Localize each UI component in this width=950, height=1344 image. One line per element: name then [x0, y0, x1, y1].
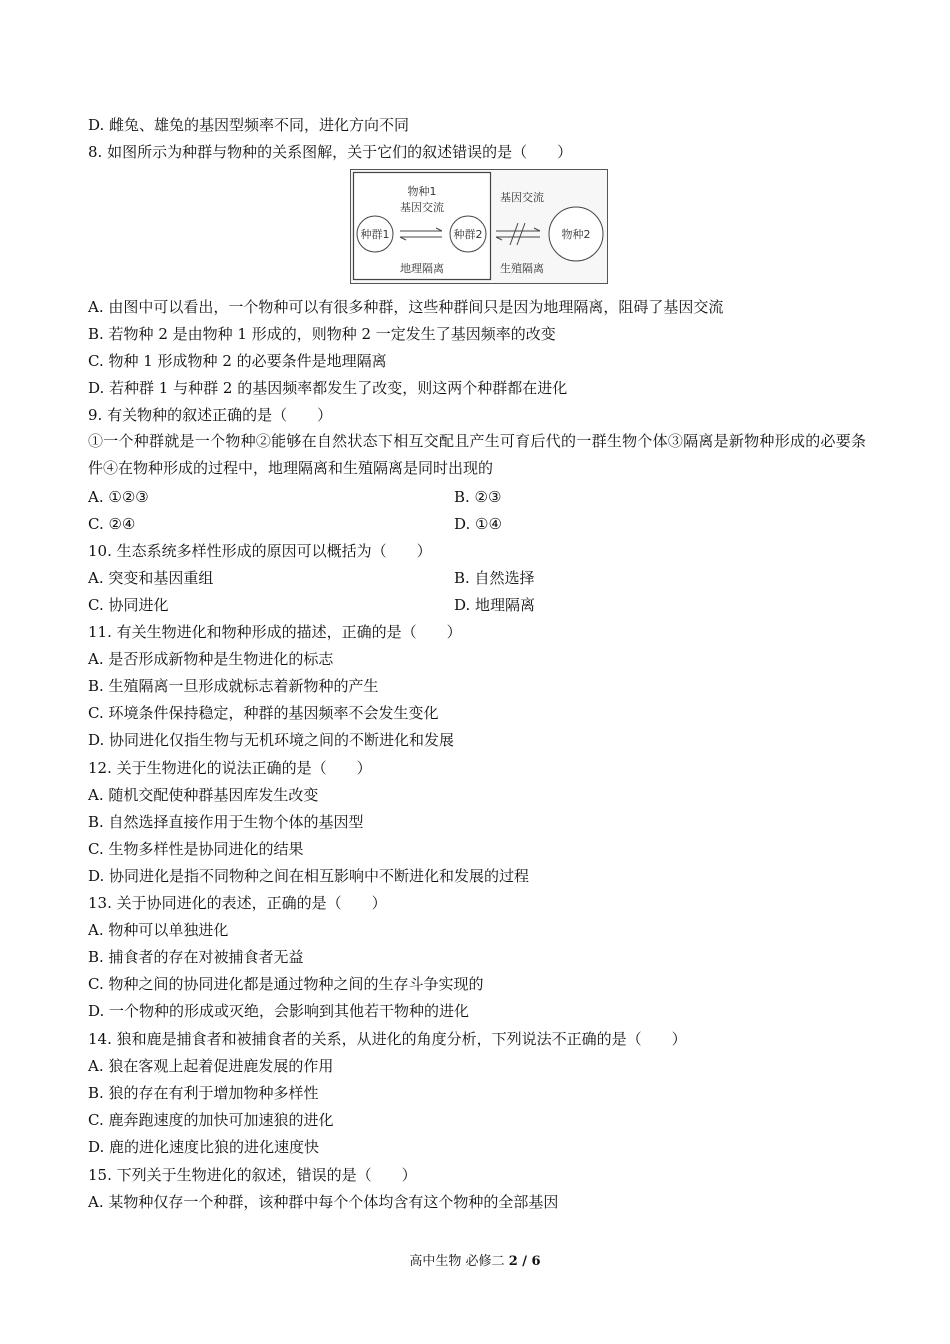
q8-stem: 8. 如图所示为种群与物种的关系图解，关于它们的叙述错误的是（ ）: [88, 143, 573, 161]
q9-option-a: A. ①②③: [88, 488, 149, 506]
q12-option-b: B. 自然选择直接作用于生物个体的基因型: [88, 813, 364, 831]
q14-option-c: C. 鹿奔跑速度的加快可加速狼的进化: [88, 1111, 334, 1129]
q9-option-d: D. ①④: [454, 515, 502, 533]
q14-option-d: D. 鹿的进化速度比狼的进化速度快: [88, 1138, 320, 1156]
q8-option-d: D. 若种群 1 与种群 2 的基因频率都发生了改变，则这两个种群都在进化: [88, 379, 568, 397]
q13-option-a: A. 物种可以单独进化: [88, 921, 229, 939]
q9-statements: ①一个种群就是一个物种②能够在自然状态下相互交配且产生可育后代的一群生物个体③隔离是新物种形成的必要条件④在物种形成的过程中，地理隔离和生殖隔离是同时出现的: [88, 432, 866, 477]
species1-label: 物种1: [407, 185, 437, 198]
q13-option-d: D. 一个物种的形成或灭绝，会影响到其他若干物种的进化: [88, 1002, 470, 1020]
q11-stem: 11. 有关生物进化和物种形成的描述，正确的是（ ）: [88, 623, 462, 641]
q12-option-d: D. 协同进化是指不同物种之间在相互影响中不断进化和发展的过程: [88, 867, 530, 885]
q12-option-a: A. 随机交配使种群基因库发生改变: [88, 786, 319, 804]
q13-option-b: B. 捕食者的存在对被捕食者无益: [88, 948, 304, 966]
q10-option-d: D. 地理隔离: [454, 596, 536, 614]
footer-subject: 高中生物 必修二: [409, 1254, 509, 1269]
q11-option-b: B. 生殖隔离一旦形成就标志着新物种的产生: [88, 677, 379, 695]
q12-stem: 12. 关于生物进化的说法正确的是（ ）: [88, 759, 372, 777]
population2-label: 种群2: [453, 228, 483, 241]
q8-option-a: A. 由图中可以看出，一个物种可以有很多种群，这些种群间只是因为地理隔离，阻碍了基因交流: [88, 298, 724, 316]
q10-option-c: C. 协同进化: [88, 596, 169, 614]
q15-stem: 15. 下列关于生物进化的叙述，错误的是（ ）: [88, 1166, 417, 1184]
q13-option-c: C. 物种之间的协同进化都是通过物种之间的生存斗争实现的: [88, 975, 484, 993]
q8-option-b: B. 若物种 2 是由物种 1 形成的，则物种 2 一定发生了基因频率的改变: [88, 325, 556, 343]
population1-label: 种群1: [360, 228, 390, 241]
q9-stem: 9. 有关物种的叙述正确的是（ ）: [88, 406, 333, 424]
diagram-svg: [350, 169, 608, 284]
q14-option-b: B. 狼的存在有利于增加物种多样性: [88, 1084, 319, 1102]
q11-option-d: D. 协同进化仅指生物与无机环境之间的不断进化和发展: [88, 731, 455, 749]
q10-option-b: B. 自然选择: [454, 569, 535, 587]
q10-stem: 10. 生态系统多样性形成的原因可以概括为（ ）: [88, 542, 432, 560]
species2-label: 物种2: [561, 228, 591, 241]
gene-flow-outer-label: 基因交流: [500, 191, 544, 204]
footer-page-number: 2 / 6: [508, 1254, 541, 1269]
q9-option-c: C. ②④: [88, 515, 136, 533]
q14-option-a: A. 狼在客观上起着促进鹿发展的作用: [88, 1057, 334, 1075]
q14-stem: 14. 狼和鹿是捕食者和被捕食者的关系，从进化的角度分析，下列说法不正确的是（ ）: [88, 1030, 687, 1048]
q15-option-a: A. 某物种仅存一个种群，该种群中每个个体均含有这个物种的全部基因: [88, 1193, 559, 1211]
page-footer: [0, 1250, 950, 1269]
q13-stem: 13. 关于协同进化的表述，正确的是（ ）: [88, 894, 387, 912]
q12-option-c: C. 生物多样性是协同进化的结果: [88, 840, 304, 858]
q10-option-a: A. 突变和基因重组: [88, 569, 214, 587]
q9-option-b: B. ②③: [454, 488, 502, 506]
q7-option-d: D. 雌兔、雄兔的基因型频率不同，进化方向不同: [88, 116, 410, 134]
gene-flow-inner-label: 基因交流: [400, 201, 444, 214]
q8-option-c: C. 物种 1 形成物种 2 的必要条件是地理隔离: [88, 352, 387, 370]
q11-option-c: C. 环境条件保持稳定，种群的基因频率不会发生变化: [88, 704, 439, 722]
population-species-diagram: [350, 169, 608, 284]
q11-option-a: A. 是否形成新物种是生物进化的标志: [88, 650, 334, 668]
geographic-isolation-label: 地理隔离: [400, 262, 444, 275]
reproductive-isolation-label: 生殖隔离: [500, 262, 544, 275]
